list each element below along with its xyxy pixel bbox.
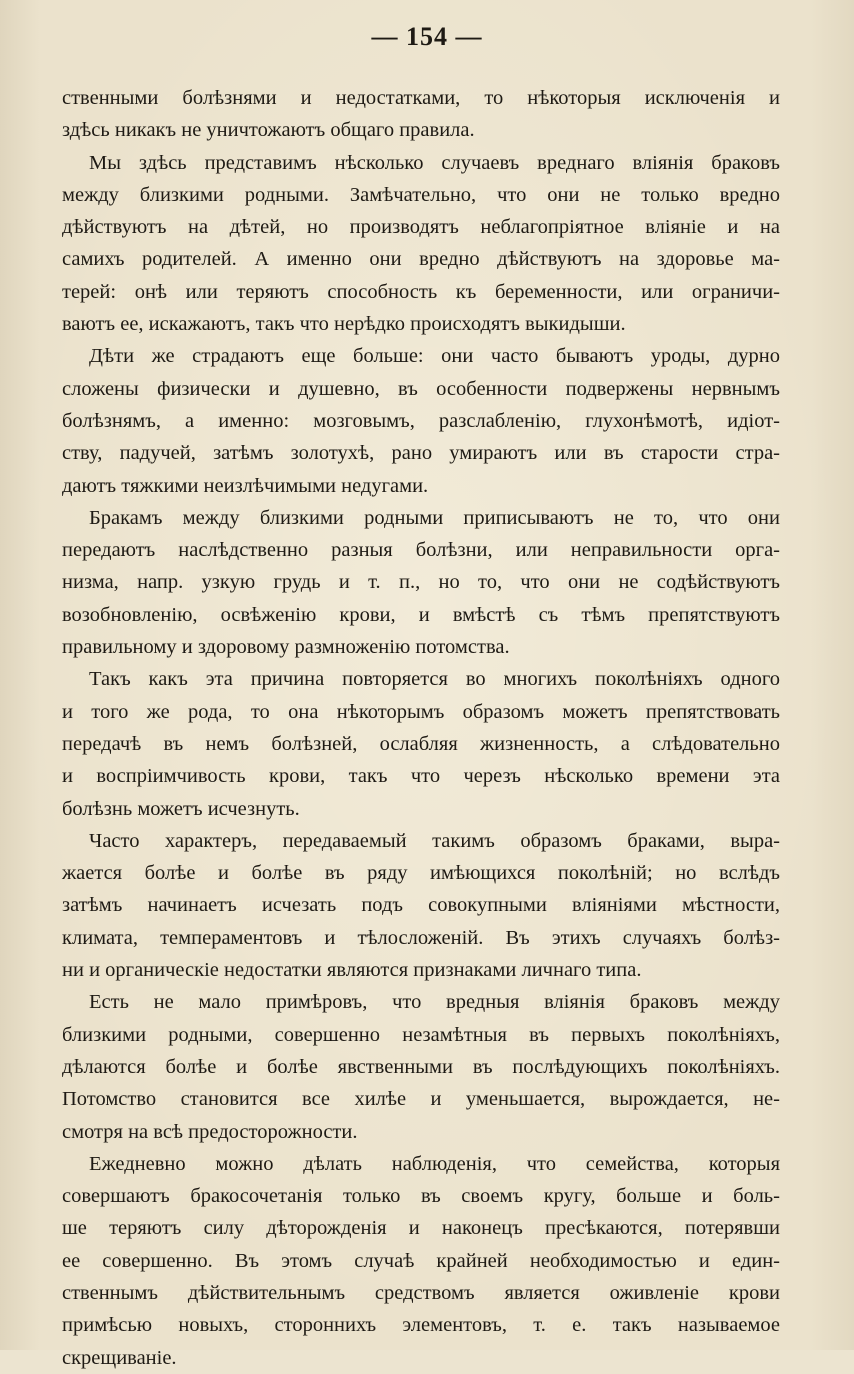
- text-line: болѣзнь можетъ исчезнуть.: [62, 797, 300, 820]
- text-line: передаютъ наслѣдственно разныя болѣзни, или неправильности орга-: [62, 539, 780, 562]
- text-line: дѣлаются болѣе и болѣе явственными въ послѣдующихъ поколѣніяхъ.: [62, 1055, 780, 1078]
- text-line: правильному и здоровому размноженію потомства.: [62, 636, 510, 659]
- text-line: близкими родными, совершенно незамѣтныя въ первыхъ поколѣніяхъ,: [62, 1023, 780, 1046]
- text-line: ваютъ ее, искажаютъ, такъ что нерѣдко происходятъ выкидыши.: [62, 313, 626, 336]
- text-line: Потомство становится все хилѣе и уменьшается, вырождается, не-: [62, 1088, 780, 1111]
- text-line: и воспріимчивость крови, такъ что черезъ нѣсколько времени эта: [62, 765, 780, 788]
- text-line: совершаютъ бракосочетанія только въ своемъ кругу, больше и боль-: [62, 1185, 780, 1208]
- body-text: [62, 82, 780, 1374]
- text-line: Мы здѣсь представимъ нѣсколько случаевъ вреднаго вліянія браковъ: [89, 151, 780, 174]
- text-line: и того же рода, то она нѣкоторымъ образомъ можетъ препятствовать: [62, 700, 780, 723]
- text-line: жается болѣе и болѣе въ ряду имѣющихся поколѣній; но вслѣдъ: [62, 862, 780, 885]
- text-line: терей: онѣ или теряютъ способность къ беременности, или ограничи-: [62, 280, 780, 303]
- text-line: смотря на всѣ предосторожности.: [62, 1120, 358, 1143]
- text-line: самихъ родителей. А именно они вредно дѣйствуютъ на здоровье ма-: [62, 248, 780, 271]
- text-line: возобновленію, освѣженію крови, и вмѣстѣ съ тѣмъ препятствуютъ: [62, 603, 780, 626]
- text-line: Есть не мало примѣровъ, что вредныя вліянія браковъ между: [89, 991, 780, 1014]
- page-number: — 154 —: [371, 22, 483, 51]
- text-line: Такъ какъ эта причина повторяется во многихъ поколѣніяхъ одного: [89, 668, 780, 691]
- text-line: даютъ тяжкими неизлѣчимыми недугами.: [62, 474, 429, 497]
- text-line: здѣсь никакъ не уничтожаютъ общаго правила.: [62, 119, 475, 142]
- text-line: примѣсью новыхъ, стороннихъ элементовъ, т. е. такъ называемое: [62, 1314, 780, 1337]
- text-line: климата, темпераментовъ и тѣлосложеній. Въ этихъ случаяхъ болѣз-: [62, 926, 780, 949]
- text-line: Дѣти же страдаютъ еще больше: они часто бываютъ уроды, дурно: [89, 345, 780, 368]
- text-line: ственнымъ дѣйствительнымъ средствомъ является оживленіе крови: [62, 1281, 780, 1304]
- text-line: ни и органическіе недостатки являются признаками личнаго типа.: [62, 959, 642, 982]
- text-line: ее совершенно. Въ этомъ случаѣ крайней необходимостью и един-: [62, 1249, 780, 1272]
- text-line: ше теряютъ силу дѣторожденія и наконецъ пресѣкаются, потерявши: [62, 1217, 780, 1240]
- text-line: Часто характеръ, передаваемый такимъ образомъ браками, выра-: [89, 829, 780, 852]
- text-line: передачѣ въ немъ болѣзней, ослабляя жизненность, а слѣдовательно: [62, 732, 780, 755]
- text-line: между близкими родными. Замѣчательно, что они не только вредно: [62, 183, 780, 206]
- text-line: сложены физически и душевно, въ особенности подвержены нервнымъ: [62, 377, 780, 400]
- text-line: низма, напр. узкую грудь и т. п., но то, что они не содѣйствуютъ: [62, 571, 780, 594]
- text-line: болѣзнямъ, а именно: мозговымъ, разслабленію, глухонѣмотѣ, идіот-: [62, 409, 780, 432]
- text-line: ственными болѣзнями и недостатками, то нѣкоторыя исключенія и: [62, 87, 780, 109]
- text-line: затѣмъ начинаетъ исчезать подъ совокупными вліяніями мѣстности,: [62, 894, 780, 917]
- text-line: ству, падучей, затѣмъ золотухѣ, рано умираютъ или въ старости стра-: [62, 442, 780, 465]
- text-line: скрещиваніе.: [62, 1346, 177, 1369]
- text-line: Ежедневно можно дѣлать наблюденія, что семейства, которыя: [89, 1152, 780, 1175]
- text-line: дѣйствуютъ на дѣтей, но производятъ неблагопріятное вліяніе и на: [62, 216, 780, 239]
- text-line: Бракамъ между близкими родными приписываютъ не то, что они: [89, 506, 780, 529]
